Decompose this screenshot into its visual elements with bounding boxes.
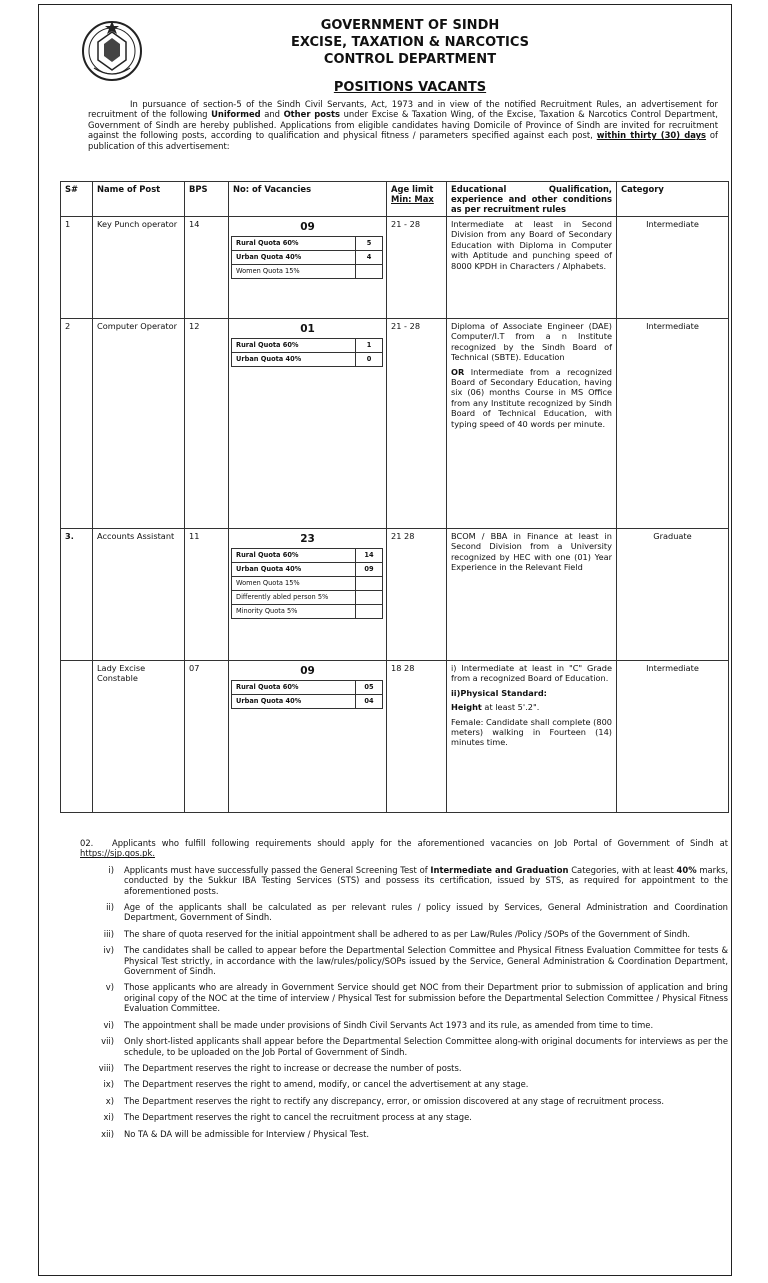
sindh-government-seal-logo: [80, 18, 144, 82]
quota-table: [231, 548, 383, 619]
quota-label: Rural Quota 60%: [232, 681, 356, 695]
vacancies-cell: [229, 661, 387, 813]
post-cell: Key Punch operator: [93, 217, 185, 319]
age-cell: 21 28: [387, 529, 447, 661]
job-portal-link[interactable]: https://sjp.gos.pk.: [80, 848, 155, 859]
quota-count: [356, 605, 383, 619]
list-item: xi) The Department reserves the right to cancel the recruitment process at any stage.: [103, 1112, 472, 1123]
quota-label: Rural Quota 60%: [232, 549, 356, 563]
quota-count: 05: [356, 681, 383, 695]
header-control-department: CONTROL DEPARTMENT: [323, 52, 497, 67]
quota-count: 14: [356, 549, 383, 563]
quota-count: [356, 265, 383, 279]
sno-cell: 2: [61, 319, 93, 529]
sno-cell: 1: [61, 217, 93, 319]
requirements-intro: 02. Applicants who fulfill following requirements should apply for the aforementioned vacancies on Job Portal of Government of Sindh at https://sjp.gos.pk.: [80, 838, 728, 859]
age-cell: 18 28: [387, 661, 447, 813]
quota-count: 0: [356, 353, 383, 367]
table-row: [61, 529, 729, 661]
list-item: vi) The appointment shall be made under provisions of Sindh Civil Servants Act 1973 and its rule, as amended from time to time.: [103, 1019, 654, 1030]
vacancy-total: 01: [300, 323, 315, 335]
education-cell: BCOM / BBA in Finance at least in Second Division from a University recognized by HEC with one (01) Year Experience in the Relevant Field: [447, 529, 617, 661]
age-cell: 21 - 28: [387, 319, 447, 529]
category-cell: Graduate: [617, 529, 729, 661]
quota-count: 04: [356, 695, 383, 709]
col-header-vacancies: No: of Vacancies: [229, 182, 387, 217]
list-item: i) Applicants must have successfully passed the General Screening Test of Intermediate and Graduation Categories, with at least 40% marks, conducted by the Sukkur IBA Testing Services (STS) and possess its certification, issued by STS, as required for appointment to the aforementioned posts.: [108, 864, 728, 896]
quota-label: Urban Quota 40%: [232, 563, 356, 577]
quota-label: Women Quota 15%: [232, 577, 356, 591]
quota-label: Rural Quota 60%: [232, 237, 356, 251]
education-cell: i) Intermediate at least in "C" Grade from a recognized Board of Education. ii)Physical Standard: Height at least 5'.2". Female: Candidate shall complete (800 meters) walking in Fourteen (14) minutes time.: [447, 661, 617, 813]
vacancies-cell: [229, 217, 387, 319]
table-header-row: [61, 182, 729, 217]
quota-count: 5: [356, 237, 383, 251]
vacancy-total: 23: [300, 533, 315, 545]
quota-label: Rural Quota 60%: [232, 339, 356, 353]
quota-label: Women Quota 15%: [232, 265, 356, 279]
header-government: GOVERNMENT OF SINDH: [320, 18, 500, 33]
quota-table: [231, 680, 383, 709]
vacancies-table: [60, 181, 729, 813]
bps-cell: 11: [185, 529, 229, 661]
bps-cell: 07: [185, 661, 229, 813]
list-item: vii) Only short-listed applicants shall appear before the Departmental Selection Committee along-with original documents for interviews as per the schedule, to be uploaded on the Job Portal of Government of Sindh.: [101, 1036, 728, 1057]
sno-cell: 3.: [61, 529, 93, 661]
col-header-post: Name of Post: [93, 182, 185, 217]
page-title: POSITIONS VACANTS: [333, 80, 487, 95]
quota-label: Urban Quota 40%: [232, 251, 356, 265]
list-item: iv) The candidates shall be called to appear before the Departmental Selection Committee and Physical Fitness Evaluation Committee for tests & Physical Test strictly, in accordance with the law/rules/policy/SOPs issued by the Service, General Administration & Coordination Department, Government of Sindh.: [103, 945, 728, 977]
quota-table: [231, 236, 383, 279]
requirements-section: [80, 838, 728, 1139]
post-cell: Computer Operator: [93, 319, 185, 529]
vacancy-total: 09: [300, 665, 315, 677]
category-cell: Intermediate: [617, 217, 729, 319]
list-item: xii) No TA & DA will be admissible for Interview / Physical Test.: [101, 1128, 370, 1139]
bps-cell: 12: [185, 319, 229, 529]
list-item: v) Those applicants who are already in Government Service should get NOC from their Department prior to submission of application and bring original copy of the NOC at the time of interview / Physical Test for submission before the Departmental Selection Committee / Physical Fitness Evaluation Committee.: [105, 982, 728, 1014]
category-cell: Intermediate: [617, 661, 729, 813]
quota-label: Differently abled person 5%: [232, 591, 356, 605]
quota-count: [356, 591, 383, 605]
list-item: iii) The share of quota reserved for the initial appointment shall be adhered to as per Law/Rules /Policy /SOPs of the Government of Sindh.: [103, 928, 691, 939]
age-cell: 21 - 28: [387, 217, 447, 319]
education-cell: Diploma of Associate Engineer (DAE) Computer/I.T from a n Institute recognized by the Sindh Board of Technical (SBTE). Education OR Intermediate from a recognized Board of Secondary Education, having six (06) months Course in MS Office from any Institute recognized by Sindh Board of Technical Education, with typing speed of 40 words per minute.: [447, 319, 617, 529]
bps-cell: 14: [185, 217, 229, 319]
quota-count: 1: [356, 339, 383, 353]
quota-count: [356, 577, 383, 591]
vacancies-cell: [229, 319, 387, 529]
category-cell: Intermediate: [617, 319, 729, 529]
vacancies-cell: [229, 529, 387, 661]
table-row: [61, 661, 729, 813]
post-cell: Lady Excise Constable: [93, 661, 185, 813]
col-header-bps: BPS: [185, 182, 229, 217]
header-department: EXCISE, TAXATION & NARCOTICS: [291, 35, 529, 50]
col-header-category: Category: [617, 182, 729, 217]
sno-cell: [61, 661, 93, 813]
intro-paragraph: In pursuance of section-5 of the Sindh Civil Servants, Act, 1973 and in view of the notified Recruitment Rules, an advertisement for recruitment of the following Uniformed and Other posts under Excise & Taxation Wing, of the Excise, Taxation & Narcotics Control Department, Government of Sindh are hereby published. Applications from eligible candidates having Domicile of Province of Sindh are invited for recruitment against the following posts, according to qualification and physical fitness / parameters specified against each post, within thirty (30) days of publication of this advertisement:: [88, 99, 718, 151]
quota-label: Urban Quota 40%: [232, 353, 356, 367]
list-item: x) The Department reserves the right to rectify any discrepancy, error, or omission discovered at any stage of recruitment process.: [105, 1095, 665, 1106]
col-header-sno: S#: [61, 182, 93, 217]
quota-count: 09: [356, 563, 383, 577]
table-row: [61, 217, 729, 319]
quota-count: 4: [356, 251, 383, 265]
quota-label: Minority Quota 5%: [232, 605, 356, 619]
col-header-age: Age limit Min: Max: [387, 182, 447, 217]
quota-table: [231, 338, 383, 367]
list-item: ix) The Department reserves the right to amend, modify, or cancel the advertisement at any stage.: [103, 1079, 529, 1090]
quota-label: Urban Quota 40%: [232, 695, 356, 709]
education-cell: Intermediate at least in Second Division from any Board of Secondary Education with Diploma in Computer with Aptitude and punching speed of 8000 KPDH in Characters / Alphabets.: [447, 217, 617, 319]
list-item: viii) The Department reserves the right to increase or decrease the number of posts.: [98, 1062, 462, 1073]
table-row: [61, 319, 729, 529]
list-item: ii) Age of the applicants shall be calculated as per relevant rules / policy issued by Services, General Administration and Coordination Department, Government of Sindh.: [106, 902, 728, 923]
post-cell: Accounts Assistant: [93, 529, 185, 661]
vacancy-total: 09: [300, 221, 315, 233]
col-header-education: Educational Qualification, experience and other conditions as per recruitment rules: [447, 182, 617, 217]
